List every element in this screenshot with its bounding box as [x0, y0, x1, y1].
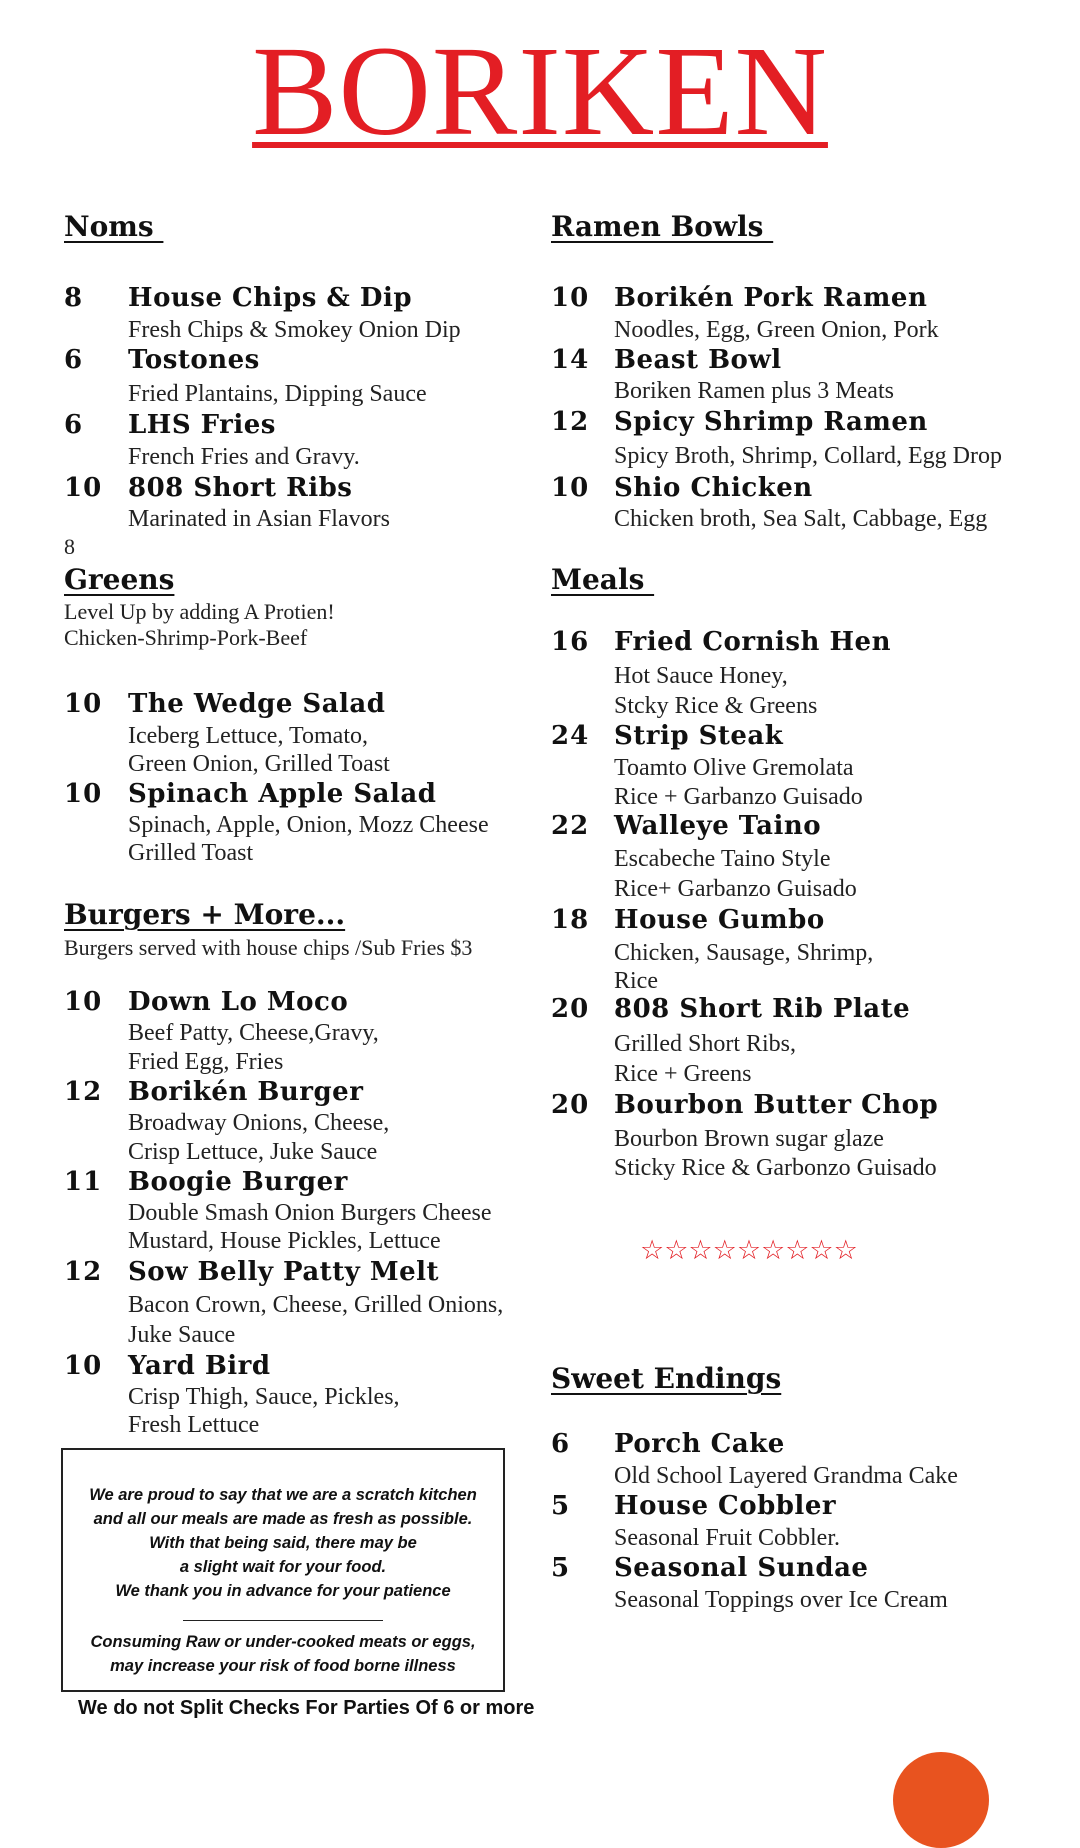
section-heading-noms: Noms	[64, 210, 164, 243]
item-price: 10	[64, 987, 103, 1017]
decorative-stars: ☆☆☆☆☆☆☆☆☆	[640, 1235, 858, 1266]
item-name: Borikén Pork Ramen	[614, 283, 928, 313]
item-name: Walleye Taino	[614, 811, 822, 841]
restaurant-title: BORIKEN	[252, 20, 828, 162]
item-description: Noodles, Egg, Green Onion, Pork	[614, 317, 939, 343]
item-description: Crisp Lettuce, Juke Sauce	[128, 1139, 378, 1165]
item-price: 8	[64, 283, 84, 313]
item-name: 808 Short Ribs	[128, 473, 353, 503]
item-name: Down Lo Moco	[128, 987, 349, 1017]
item-description: Chicken, Sausage, Shrimp,	[614, 940, 874, 966]
item-description: Marinated in Asian Flavors	[128, 506, 390, 532]
section-heading-meals: Meals	[551, 563, 655, 596]
item-name: Borikén Burger	[128, 1077, 364, 1107]
item-price: 6	[551, 1429, 571, 1459]
item-description: Toamto Olive Gremolata	[614, 755, 854, 781]
item-price: 10	[64, 689, 103, 719]
notice-divider	[183, 1620, 383, 1621]
greens-note: Chicken-Shrimp-Pork-Beef	[64, 625, 308, 650]
item-price: 6	[64, 345, 84, 375]
item-name: Seasonal Sundae	[614, 1553, 869, 1583]
item-price: 18	[551, 905, 590, 935]
section-heading-ramen: Ramen Bowls	[551, 210, 774, 243]
item-description: Crisp Thigh, Sauce, Pickles,	[128, 1384, 400, 1410]
item-description: Beef Patty, Cheese,Gravy,	[128, 1020, 379, 1046]
item-price: 10	[551, 473, 590, 503]
item-name: Bourbon Butter Chop	[614, 1090, 939, 1120]
item-description: French Fries and Gravy.	[128, 444, 360, 470]
item-name: Spicy Shrimp Ramen	[614, 407, 928, 437]
health-warning-line: Consuming Raw or under-cooked meats or eggs,	[90, 1633, 476, 1651]
item-description: Old School Layered Grandma Cake	[614, 1463, 958, 1489]
item-description: Spinach, Apple, Onion, Mozz Cheese	[128, 812, 489, 838]
stray-number: 8	[64, 534, 75, 559]
item-price: 10	[64, 473, 103, 503]
item-price: 22	[551, 811, 590, 841]
item-price: 12	[64, 1077, 103, 1107]
item-description: Bacon Crown, Cheese, Grilled Onions,	[128, 1292, 504, 1318]
item-name: Sow Belly Patty Melt	[128, 1257, 440, 1287]
section-heading-sweet-endings: Sweet Endings	[551, 1362, 782, 1395]
item-price: 20	[551, 994, 590, 1024]
item-name: Strip Steak	[614, 721, 784, 751]
item-description: Grilled Toast	[128, 840, 254, 866]
item-description: Fresh Lettuce	[128, 1412, 260, 1438]
item-name: Fried Cornish Hen	[614, 627, 891, 657]
item-description: Spicy Broth, Shrimp, Collard, Egg Drop	[614, 443, 1002, 469]
item-description: Sticky Rice & Garbonzo Guisado	[614, 1155, 937, 1181]
item-description: Seasonal Toppings over Ice Cream	[614, 1587, 948, 1613]
item-name: Spinach Apple Salad	[128, 779, 437, 809]
item-description: Escabeche Taino Style	[614, 846, 831, 872]
item-price: 12	[551, 407, 590, 437]
item-price: 12	[64, 1257, 103, 1287]
item-description: Juke Sauce	[128, 1322, 236, 1348]
notice-line: We thank you in advance for your patience	[115, 1582, 451, 1600]
item-description: Rice	[614, 968, 658, 994]
item-name: Yard Bird	[128, 1351, 271, 1381]
item-description: Fresh Chips & Smokey Onion Dip	[128, 317, 461, 343]
item-price: 10	[551, 283, 590, 313]
item-description: Seasonal Fruit Cobbler.	[614, 1525, 840, 1551]
burgers-note: Burgers served with house chips /Sub Fries $3	[64, 935, 473, 960]
item-price: 5	[551, 1553, 571, 1583]
split-check-policy: We do not Split Checks For Parties Of 6 or more	[78, 1697, 535, 1719]
item-description: Broadway Onions, Cheese,	[128, 1110, 390, 1136]
item-name: Porch Cake	[614, 1429, 785, 1459]
item-name: Beast Bowl	[614, 345, 782, 375]
item-description: Bourbon Brown sugar glaze	[614, 1126, 884, 1152]
item-price: 6	[64, 410, 84, 440]
notice-line: a slight wait for your food.	[179, 1558, 387, 1576]
decorative-orange-circle	[893, 1752, 989, 1848]
item-name: House Cobbler	[614, 1491, 837, 1521]
item-price: 11	[64, 1167, 103, 1197]
item-description: Green Onion, Grilled Toast	[128, 751, 390, 777]
item-name: House Chips & Dip	[128, 283, 413, 313]
item-price: 14	[551, 345, 590, 375]
item-description: Rice + Greens	[614, 1061, 752, 1087]
item-name: LHS Fries	[128, 410, 276, 440]
item-description: Boriken Ramen plus 3 Meats	[614, 378, 894, 404]
item-description: Hot Sauce Honey,	[614, 663, 788, 689]
notice-line: With that being said, there may be	[149, 1534, 417, 1552]
health-warning-line: may increase your risk of food borne illness	[110, 1657, 456, 1675]
section-heading-burgers: Burgers + More...	[64, 898, 346, 931]
item-description: Iceberg Lettuce, Tomato,	[128, 723, 368, 749]
item-price: 10	[64, 779, 103, 809]
item-name: 808 Short Rib Plate	[614, 994, 911, 1024]
item-name: House Gumbo	[614, 905, 825, 935]
section-heading-greens: Greens	[64, 563, 175, 596]
greens-note: Level Up by adding A Protien!	[64, 599, 335, 624]
item-price: 5	[551, 1491, 571, 1521]
item-description: Double Smash Onion Burgers Cheese	[128, 1200, 492, 1226]
notice-line: We are proud to say that we are a scratch kitchen	[89, 1486, 477, 1504]
item-description: Mustard, House Pickles, Lettuce	[128, 1228, 441, 1254]
item-price: 24	[551, 721, 590, 751]
notice-line: and all our meals are made as fresh as possible.	[93, 1510, 473, 1528]
item-name: Boogie Burger	[128, 1167, 348, 1197]
kitchen-notice-box	[61, 1448, 505, 1692]
item-name: The Wedge Salad	[128, 689, 386, 719]
item-description: Fried Plantains, Dipping Sauce	[128, 381, 427, 407]
item-price: 10	[64, 1351, 103, 1381]
item-description: Rice+ Garbanzo Guisado	[614, 876, 857, 902]
item-description: Grilled Short Ribs,	[614, 1031, 797, 1057]
item-name: Shio Chicken	[614, 473, 813, 503]
item-price: 20	[551, 1090, 590, 1120]
item-name: Tostones	[128, 345, 260, 375]
item-description: Fried Egg, Fries	[128, 1049, 284, 1075]
item-description: Rice + Garbanzo Guisado	[614, 784, 863, 810]
item-description: Chicken broth, Sea Salt, Cabbage, Egg	[614, 506, 988, 532]
item-price: 16	[551, 627, 590, 657]
item-description: Stcky Rice & Greens	[614, 693, 818, 719]
